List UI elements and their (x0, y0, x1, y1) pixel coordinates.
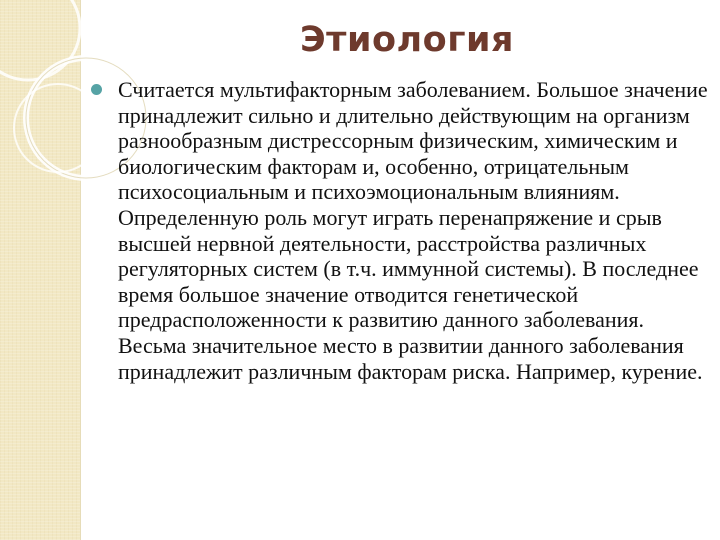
slide-title: Этиология (300, 20, 515, 60)
round-bullet-icon (91, 84, 102, 95)
bullet-paragraph: Считается мультифакторным заболеванием. Большое значение принадлежит сильно и длительно действующим на организм разнообразным дистрессорным физическим, химическим и биологическим факторам и, особенно, отрицательным психосоциальным и психоэмоциональным влияниям. Определенную роль могут играть перенапряжение и срыв высшей нервной деятельности, расстройства различных регуляторных систем (в т.ч. иммунной системы). В последнее время большое значение отводится генетической предрасположенности к развитию данного заболевания. Весьма значительное место в развитии данного заболевания принадлежит различным факторам риска. Например, курение. (118, 77, 708, 384)
